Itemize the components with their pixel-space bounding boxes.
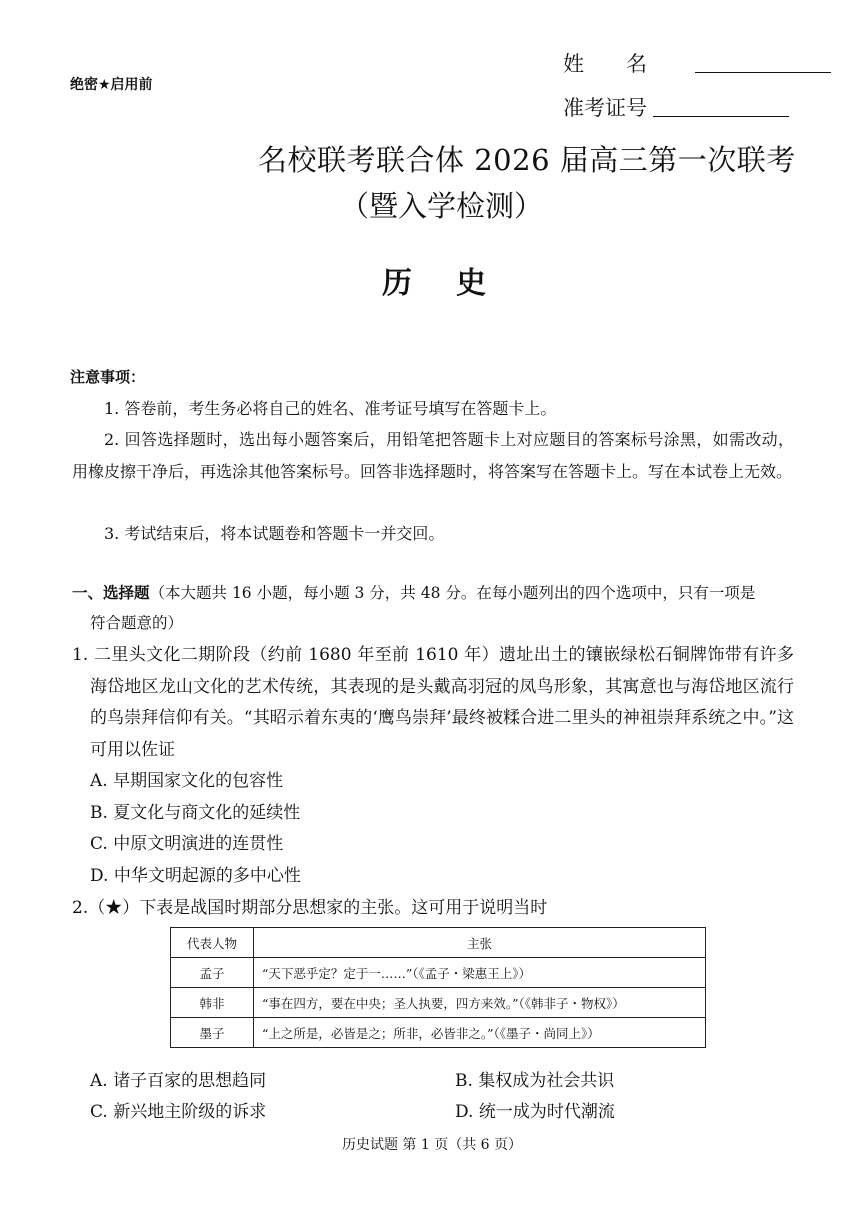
option-b[interactable]: B. 集权成为社会共识 bbox=[455, 1071, 615, 1091]
option-d[interactable]: D. 中华文明起源的多中心性 bbox=[90, 865, 301, 886]
table-cell: 孟子 bbox=[171, 958, 254, 988]
table-cell: 墨子 bbox=[171, 1018, 254, 1048]
notice-item: 1. 答卷前，考生务必将自己的姓名、准考证号填写在答题卡上。 bbox=[104, 399, 557, 418]
question-stem: 2.（★）下表是战国时期部分思想家的主张。这可用于说明当时 bbox=[72, 898, 548, 918]
option-list bbox=[72, 766, 794, 892]
exam-id-field bbox=[563, 92, 789, 122]
section-heading bbox=[72, 578, 794, 638]
notice-item: 3. 考试结束后，将本试题卷和答题卡一并交回。 bbox=[104, 524, 445, 543]
option-a[interactable]: A. 早期国家文化的包容性 bbox=[90, 771, 284, 791]
option-c[interactable]: C. 中原文明演进的连贯性 bbox=[90, 834, 284, 854]
table-row bbox=[171, 1018, 706, 1048]
table-row bbox=[171, 988, 706, 1018]
option-list bbox=[90, 1066, 750, 1128]
exam-id-label: 准考证号 bbox=[563, 96, 647, 120]
table-header: 代表人物 bbox=[171, 928, 254, 958]
page-footer: 历史试题 第 1 页（共 6 页） bbox=[341, 1137, 523, 1153]
option-a[interactable]: A. 诸子百家的思想趋同 bbox=[90, 1071, 267, 1091]
exam-title: 名校联考联合体 2026 届高三第一次联考 bbox=[258, 143, 796, 177]
section-desc-cont: 符合题意的） bbox=[90, 614, 184, 632]
table-cell: “天下恶乎定？定于一……”（《孟子・梁惠王上》） bbox=[254, 958, 706, 988]
question-1 bbox=[72, 640, 794, 892]
confidential-mark: 绝密★启用前 bbox=[70, 77, 153, 93]
option-d[interactable]: D. 统一成为时代潮流 bbox=[455, 1102, 615, 1122]
section-title: 一、选择题 bbox=[72, 584, 150, 602]
subject-title: 历史 bbox=[382, 266, 530, 301]
thinkers-table bbox=[170, 927, 706, 1048]
name-field bbox=[563, 48, 831, 78]
question-stem: 1. 二里头文化二期阶段（约前 1680 年至前 1610 年）遗址出土的镶嵌绿松石铜牌饰带有许多海岱地区龙山文化的艺术传统，其表现的是头戴高羽冠的凤鸟形象，其寓意也与海岱地区流行的鸟崇拜信仰有关。“其昭示着东夷的‘鹰鸟崇拜’最终被糅合进二里头的神祖崇拜系统之中。”这可用以佐证 bbox=[72, 645, 794, 760]
table-cell: “事在四方，要在中央；圣人执要，四方来效。”（《韩非子・物权》） bbox=[254, 988, 706, 1018]
table-header: 主张 bbox=[254, 928, 706, 958]
table-cell: “上之所是，必皆是之；所非，必皆非之。”（《墨子・尚同上》） bbox=[254, 1018, 706, 1048]
table-row bbox=[171, 958, 706, 988]
option-c[interactable]: C. 新兴地主阶级的诉求 bbox=[90, 1102, 267, 1122]
table-cell: 韩非 bbox=[171, 988, 254, 1018]
exam-id-blank[interactable] bbox=[653, 98, 789, 117]
name-label: 姓名 bbox=[563, 52, 689, 76]
option-b[interactable]: B. 夏文化与商文化的延续性 bbox=[90, 802, 301, 823]
question-2 bbox=[72, 893, 794, 925]
notice-item: 2. 回答选择题时，选出每小题答案后，用铅笔把答题卡上对应题目的答案标号涂黑，如需改动，用橡皮擦干净后，再选涂其他答案标号。回答非选择题时，将答案写在答题卡上。写在本试卷上无效。 bbox=[72, 430, 794, 481]
table-header-row bbox=[171, 928, 706, 958]
name-blank[interactable] bbox=[695, 54, 831, 73]
section-desc: （本大题共 16 小题，每小题 3 分，共 48 分。在每小题列出的四个选项中，只有一项是 bbox=[149, 584, 756, 602]
notice-title: 注意事项： bbox=[70, 368, 146, 386]
exam-subtitle: （暨入学检测） bbox=[340, 189, 544, 223]
